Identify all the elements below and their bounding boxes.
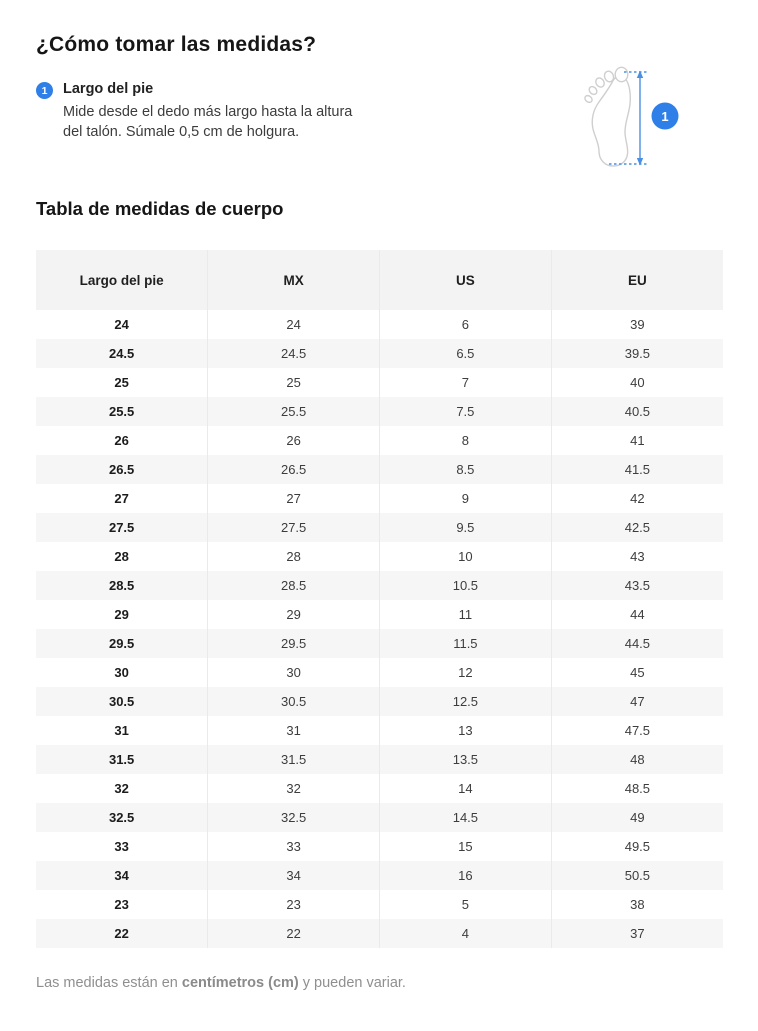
diagram-number-badge bbox=[652, 103, 679, 130]
cell-foot-length: 23 bbox=[114, 897, 129, 912]
footnote-unit: centímetros (cm) bbox=[181, 975, 299, 991]
cell-size-value: 39.5 bbox=[551, 339, 723, 368]
page-title: ¿Cómo tomar las medidas? bbox=[36, 33, 317, 56]
cell-foot-length: 31.5 bbox=[108, 752, 135, 767]
table-row bbox=[36, 455, 723, 484]
cell-size-value: 7.5 bbox=[380, 397, 552, 426]
cell-size-value: 13 bbox=[380, 716, 552, 745]
cell-foot-length: 30.5 bbox=[108, 694, 135, 709]
cell-foot-length: 24.5 bbox=[108, 346, 135, 361]
cell-size-value: 45 bbox=[551, 658, 723, 687]
table-row bbox=[36, 745, 723, 774]
table-row bbox=[36, 803, 723, 832]
table-row bbox=[36, 629, 723, 658]
table-row bbox=[36, 513, 723, 542]
cell-size-value: 16 bbox=[380, 861, 552, 890]
step-title: Largo del pie bbox=[63, 81, 154, 97]
cell-foot-length: 25 bbox=[114, 375, 129, 390]
cell-foot-length: 26.5 bbox=[108, 462, 135, 477]
column-header: EU bbox=[551, 250, 723, 310]
cell-size-value: 31 bbox=[208, 716, 380, 745]
table-row bbox=[36, 716, 723, 745]
step-number-badge: 1 bbox=[36, 82, 53, 99]
cell-size-value: 30 bbox=[208, 658, 380, 687]
table-row bbox=[36, 571, 723, 600]
cell-foot-length: 34 bbox=[114, 868, 129, 883]
table-row bbox=[36, 919, 723, 948]
cell-size-value: 27.5 bbox=[208, 513, 380, 542]
cell-size-value: 5 bbox=[380, 890, 552, 919]
cell-size-value: 25.5 bbox=[208, 397, 380, 426]
cell-foot-length: 24 bbox=[114, 317, 129, 332]
cell-size-value: 10 bbox=[380, 542, 552, 571]
cell-size-value: 49 bbox=[551, 803, 723, 832]
cell-foot-length: 29.5 bbox=[108, 636, 135, 651]
footnote-suffix: y pueden variar. bbox=[298, 975, 406, 991]
foot-outline-icon bbox=[579, 65, 683, 171]
column-header: MX bbox=[208, 250, 380, 310]
cell-size-value: 42 bbox=[551, 484, 723, 513]
cell-foot-length: 31 bbox=[114, 723, 129, 738]
cell-size-value: 28.5 bbox=[208, 571, 380, 600]
table-row bbox=[36, 832, 723, 861]
size-table-body bbox=[36, 310, 723, 948]
footnote-prefix: Las medidas están en bbox=[36, 975, 182, 991]
table-row bbox=[36, 687, 723, 716]
column-header: Largo del pie bbox=[36, 250, 208, 310]
cell-size-value: 12 bbox=[380, 658, 552, 687]
cell-size-value: 48.5 bbox=[551, 774, 723, 803]
cell-size-value: 47 bbox=[551, 687, 723, 716]
cell-size-value: 43 bbox=[551, 542, 723, 571]
cell-size-value: 33 bbox=[208, 832, 380, 861]
cell-size-value: 9.5 bbox=[380, 513, 552, 542]
cell-size-value: 27 bbox=[208, 484, 380, 513]
step-texts bbox=[63, 81, 367, 142]
cell-size-value: 23 bbox=[208, 890, 380, 919]
footnote bbox=[36, 975, 723, 1031]
cell-size-value: 12.5 bbox=[380, 687, 552, 716]
cell-foot-length: 26 bbox=[114, 433, 129, 448]
cell-size-value: 25 bbox=[208, 368, 380, 397]
table-row bbox=[36, 774, 723, 803]
cell-size-value: 29.5 bbox=[208, 629, 380, 658]
cell-size-value: 8.5 bbox=[380, 455, 552, 484]
cell-size-value: 7 bbox=[380, 368, 552, 397]
step-foot-length bbox=[36, 81, 367, 142]
cell-foot-length: 32.5 bbox=[108, 810, 135, 825]
foot-measurement-diagram bbox=[579, 65, 683, 176]
cell-size-value: 32 bbox=[208, 774, 380, 803]
cell-size-value: 4 bbox=[380, 919, 552, 948]
cell-size-value: 41.5 bbox=[551, 455, 723, 484]
cell-size-value: 43.5 bbox=[551, 571, 723, 600]
cell-size-value: 6 bbox=[380, 310, 552, 339]
table-row bbox=[36, 397, 723, 426]
cell-size-value: 13.5 bbox=[380, 745, 552, 774]
table-header-row bbox=[36, 250, 723, 310]
table-row bbox=[36, 658, 723, 687]
cell-size-value: 14.5 bbox=[380, 803, 552, 832]
cell-size-value: 10.5 bbox=[380, 571, 552, 600]
cell-size-value: 44.5 bbox=[551, 629, 723, 658]
cell-size-value: 24.5 bbox=[208, 339, 380, 368]
cell-size-value: 50.5 bbox=[551, 861, 723, 890]
cell-size-value: 48 bbox=[551, 745, 723, 774]
cell-size-value: 11.5 bbox=[380, 629, 552, 658]
cell-size-value: 29 bbox=[208, 600, 380, 629]
cell-foot-length: 28 bbox=[114, 549, 129, 564]
cell-foot-length: 29 bbox=[114, 607, 129, 622]
table-row bbox=[36, 368, 723, 397]
step-description: Mide desde el dedo más largo hasta la altura del talón. Súmale 0,5 cm de holgura. bbox=[63, 104, 353, 140]
cell-size-value: 37 bbox=[551, 919, 723, 948]
cell-foot-length: 27 bbox=[114, 491, 129, 506]
table-row bbox=[36, 542, 723, 571]
table-row bbox=[36, 339, 723, 368]
cell-size-value: 14 bbox=[380, 774, 552, 803]
cell-size-value: 44 bbox=[551, 600, 723, 629]
svg-text:1: 1 bbox=[661, 109, 669, 124]
cell-size-value: 26.5 bbox=[208, 455, 380, 484]
cell-size-value: 42.5 bbox=[551, 513, 723, 542]
cell-size-value: 8 bbox=[380, 426, 552, 455]
cell-size-value: 40 bbox=[551, 368, 723, 397]
cell-size-value: 34 bbox=[208, 861, 380, 890]
cell-size-value: 11 bbox=[380, 600, 552, 629]
cell-size-value: 6.5 bbox=[380, 339, 552, 368]
cell-size-value: 32.5 bbox=[208, 803, 380, 832]
cell-size-value: 47.5 bbox=[551, 716, 723, 745]
cell-size-value: 31.5 bbox=[208, 745, 380, 774]
cell-size-value: 49.5 bbox=[551, 832, 723, 861]
how-to-section bbox=[36, 65, 723, 176]
table-row bbox=[36, 484, 723, 513]
cell-foot-length: 33 bbox=[114, 839, 129, 854]
table-row bbox=[36, 600, 723, 629]
cell-size-value: 40.5 bbox=[551, 397, 723, 426]
column-header: US bbox=[380, 250, 552, 310]
table-row bbox=[36, 890, 723, 919]
cell-foot-length: 32 bbox=[114, 781, 129, 796]
cell-size-value: 38 bbox=[551, 890, 723, 919]
cell-size-value: 39 bbox=[551, 310, 723, 339]
cell-foot-length: 22 bbox=[114, 926, 129, 941]
cell-foot-length: 25.5 bbox=[108, 404, 135, 419]
cell-size-value: 30.5 bbox=[208, 687, 380, 716]
cell-size-value: 41 bbox=[551, 426, 723, 455]
cell-size-value: 24 bbox=[208, 310, 380, 339]
cell-size-value: 28 bbox=[208, 542, 380, 571]
table-row bbox=[36, 861, 723, 890]
cell-size-value: 26 bbox=[208, 426, 380, 455]
table-title: Tabla de medidas de cuerpo bbox=[36, 198, 284, 219]
cell-foot-length: 28.5 bbox=[108, 578, 135, 593]
table-row bbox=[36, 426, 723, 455]
cell-size-value: 9 bbox=[380, 484, 552, 513]
size-conversion-table bbox=[36, 250, 723, 948]
cell-size-value: 22 bbox=[208, 919, 380, 948]
table-row bbox=[36, 310, 723, 339]
cell-foot-length: 30 bbox=[114, 665, 129, 680]
cell-size-value: 15 bbox=[380, 832, 552, 861]
cell-foot-length: 27.5 bbox=[108, 520, 135, 535]
